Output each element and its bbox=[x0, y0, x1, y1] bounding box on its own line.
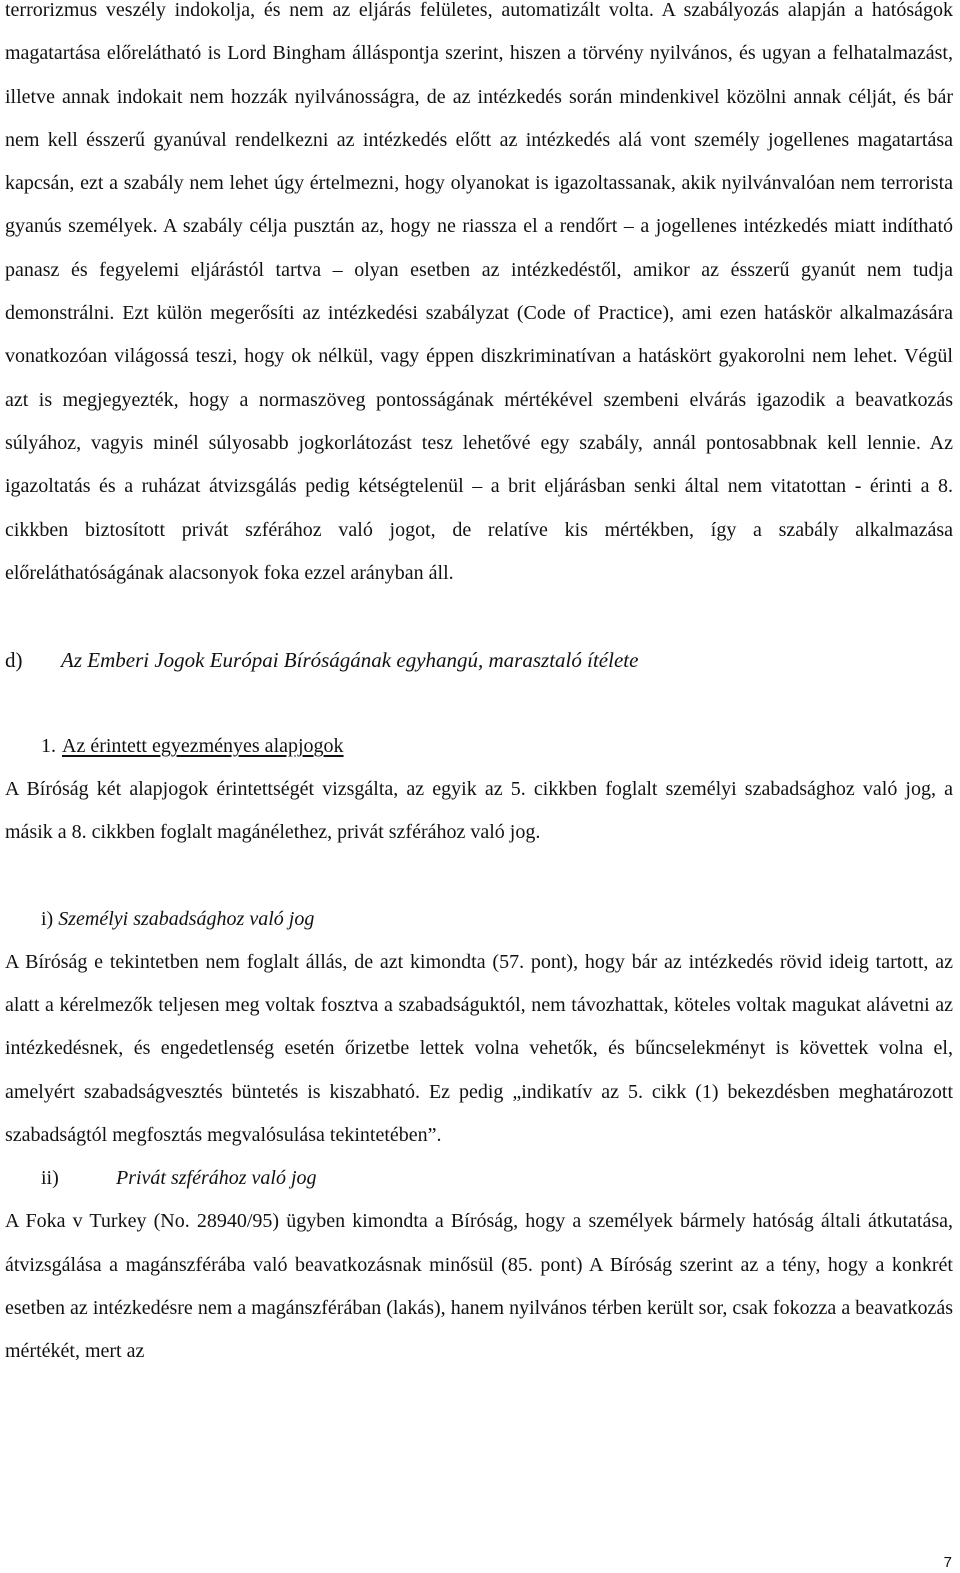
subsection-title: Az érintett egyezményes alapjogok bbox=[62, 735, 344, 758]
subheading-title: Privát szférához való jog bbox=[116, 1167, 317, 1190]
subsection-number: 1. bbox=[41, 735, 56, 758]
body-paragraph-liberty: A Bíróság e tekintetben nem foglalt állás, de azt kimondta (57. pont), hogy bár az intézkedés rövid ideig tartott, az alatt a kérelmezők teljesen meg voltak fosztva a szabadságuktól, nem távozhattak, köteles voltak magukat alávetni az intézkedésnek, és engedetlenség esetén őrizetbe lettek volna vehetők, és bűncselekményt is követtek volna el, amelyért szabadságvesztés büntetés is kiszabható. Ez pedig „indikatív az 5. cikk (1) bekezdésben meghatározott szabadságtól megfosztás megvalósulása tekintetében”. bbox=[5, 950, 953, 1146]
section-title: Az Emberi Jogok Európai Bíróságának egyhangú, marasztaló ítélete bbox=[61, 648, 639, 673]
subheading-number: ii) bbox=[41, 1167, 59, 1190]
subheading-number: i) bbox=[41, 907, 54, 930]
page-number: 7 bbox=[943, 1554, 952, 1571]
subheading-ii bbox=[5, 1157, 953, 1200]
body-paragraph-privacy: A Foka v Turkey (No. 28940/95) ügyben kimondta a Bíróság, hogy a személyek bármely hatóság általi átkutatása, átvizsgálása a magánszférába való beavatkozásnak minősül (85. pont) A Bíróság szerint az a tény, hogy a konkrét esetben az intézkedésre nem a magánszférában (lakás), hanem nyilvános térben került sor, csak fokozza a beavatkozás mértékét, mert az bbox=[5, 1210, 953, 1363]
body-paragraph-rights: A Bíróság két alapjogok érintettségét vizsgálta, az egyik az 5. cikkben foglalt személyi szabadsághoz való jog, a másik a 8. cikkben foglalt magánélethez, privát szférához való jog. bbox=[5, 778, 953, 844]
subheading-title: Személyi szabadsághoz való jog bbox=[58, 907, 315, 930]
document-page bbox=[5, 0, 953, 1373]
subheading-i bbox=[5, 898, 953, 941]
section-letter: d) bbox=[5, 648, 23, 673]
section-heading-d bbox=[5, 639, 953, 682]
body-paragraph-bingham: terrorizmus veszély indokolja, és nem az eljárás felületes, automatizált volta. A szabályozás alapján a hatóságok magatartása előrelátható is Lord Bingham álláspontja szerint, hiszen a törvény nyilvános, és ugyan a felhatalmazást, illetve annak indokait nem hozzák nyilvánosságra, de az intézkedés során mindenkivel közölni annak célját, és bár nem kell ésszerű gyanúval rendelkezni az intézkedés előtt az intézkedés alá vont személy jogellenes magatartása kapcsán, ezt a szabály nem lehet úgy értelmezni, hogy olyanokat is igazoltassanak, akik nyilvánvalóan nem terrorista gyanús személyek. A szabály célja pusztán az, hogy ne riassza el a rendőrt – a jogellenes intézkedés miatt indítható panasz és fegyelemi eljárástól tartva – olyan esetben az intézkedéstől, amikor az ésszerű gyanút nem tudja demonstrálni. Ezt külön megerősíti az intézkedési szabályzat (Code of Practice), ami ezen hatáskör alkalmazására vonatkozóan világossá teszi, hogy ok nélkül, vagy éppen diszkriminatívan a hatáskört gyakorolni nem lehet. Végül azt is megjegyezték, hogy a normaszöveg pontosságának mértékével szembeni elvárás igazodik a beavatkozás súlyához, vagyis minél súlyosabb jogkorlátozást tesz lehetővé egy szabály, annál pontosabbnak kell lennie. Az igazoltatás és a ruházat átvizsgálás pedig kétségtelenül – a brit eljárásban senki által nem vitatottan - érinti a 8. cikkben biztosított privát szférához való jogot, de relatíve kis mértékben, így a szabály alkalmazása előreláthatóságának alacsonyok foka ezzel arányban áll. bbox=[5, 0, 953, 584]
subsection-heading-1 bbox=[5, 725, 953, 768]
